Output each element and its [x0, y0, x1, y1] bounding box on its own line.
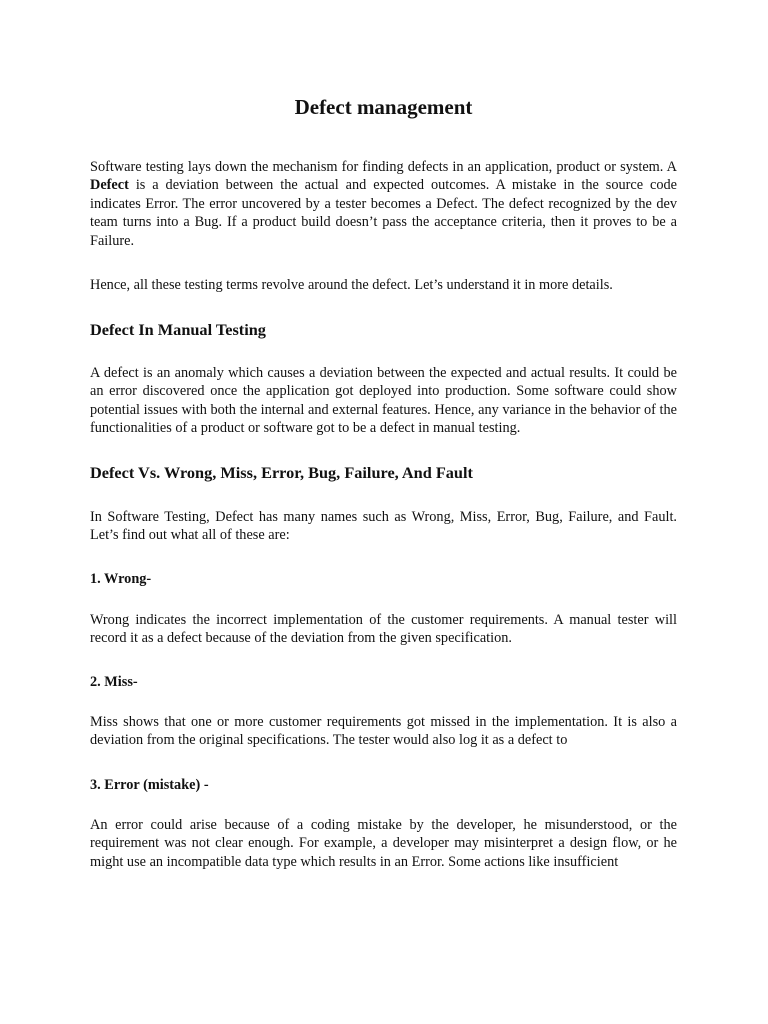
intro-summary-paragraph: Hence, all these testing terms revolve around the defect. Let’s understand it in more details. [90, 277, 613, 293]
item-heading-wrong: 1. Wrong- [90, 571, 152, 587]
document-title: Defect management [294, 95, 473, 119]
section-heading-manual: Defect In Manual Testing [90, 320, 266, 339]
section-body-manual: A defect is an anomaly which causes a deviation between the expected and actual results. It could be an error discovered once the application got deployed into production. Some software could show potential issues with both the internal and external features. Hence, any variance in the behavior of the functionalities of a product or software got to be a defect in manual testing. [90, 365, 677, 437]
item-body-error: An error could arise because of a coding mistake by the developer, he misunderstood, or the requirement was not clear enough. For example, a developer may misinterpret a design flow, or he might use an incompatible data type which results in an Error. Some actions like insufficient [90, 817, 677, 870]
item-body-wrong: Wrong indicates the incorrect implementation of the customer requirements. A manual tester will record it as a defect because of the deviation from the given specification. [90, 612, 677, 647]
item-heading-error: 3. Error (mistake) - [90, 777, 209, 793]
section-body-vs: In Software Testing, Defect has many names such as Wrong, Miss, Error, Bug, Failure, and Fault. Let’s find out what all of these are: [90, 509, 677, 544]
item-heading-miss: 2. Miss- [90, 674, 138, 690]
intro-bold-term: Defect [90, 177, 129, 194]
intro-paragraph [90, 158, 677, 250]
section-heading-vs: Defect Vs. Wrong, Miss, Error, Bug, Failure, And Fault [90, 463, 473, 482]
intro-text-1: Software testing lays down the mechanism for finding defects in an application, product or system. A [90, 159, 677, 175]
item-body-miss: Miss shows that one or more customer requirements got missed in the implementation. It is also a deviation from the original specifications. The tester would also log it as a defect to [90, 714, 677, 749]
intro-text-2: is a deviation between the actual and expected outcomes. A mistake in the source code indicates Error. The error uncovered by a tester becomes a Defect. The defect recognized by the dev team turns into a Bug. If a product build doesn’t pass the acceptance criteria, then it proves to be a Failure. [90, 177, 677, 249]
